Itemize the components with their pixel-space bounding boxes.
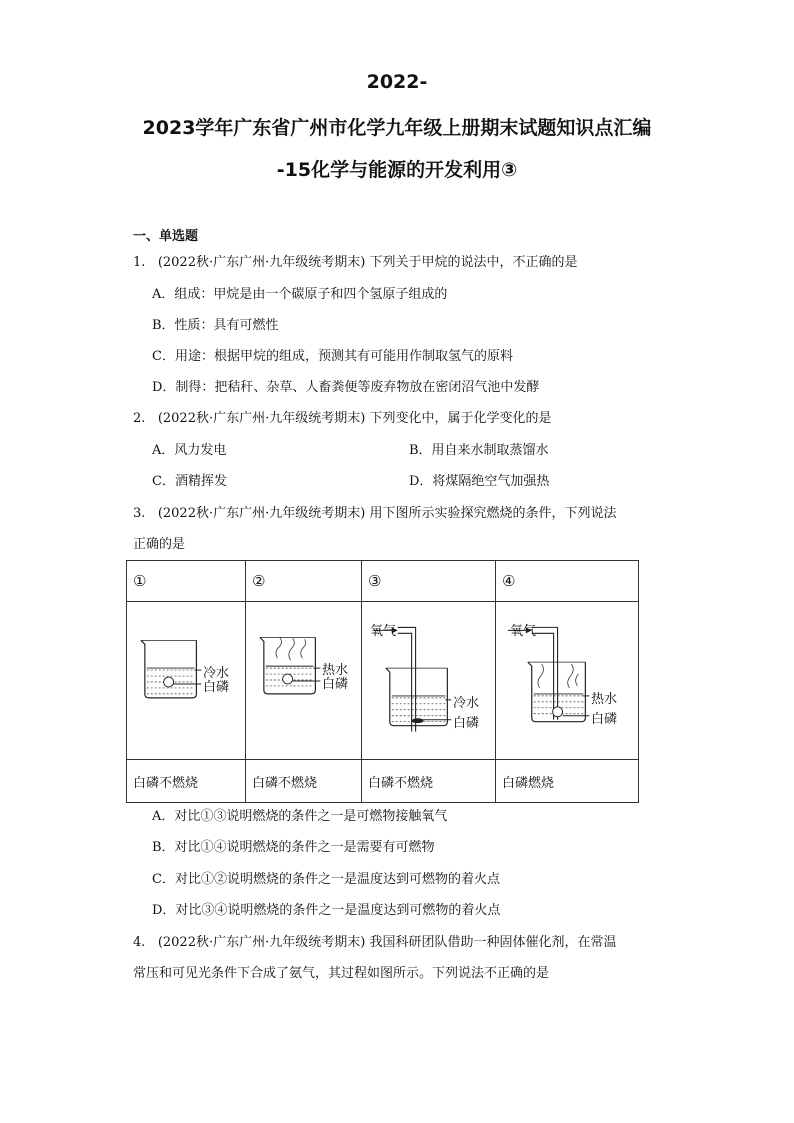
doc-title-line1: 2022- (366, 71, 428, 93)
label-white-phosphorus: 白磷 (453, 716, 480, 731)
q2-option-c: C．酒精挥发 (152, 474, 227, 489)
q1-option-a: A．组成：甲烷是由一个碳原子和四个氢原子组成的 (152, 287, 448, 302)
doc-title-line2: 2023学年广东省广州市化学九年级上册期末试题知识点汇编 (142, 117, 652, 139)
label-hot-water: 热水 (322, 663, 349, 678)
question-stem: 我国科研团队借助一种固体催化剂，在常温 (369, 935, 617, 950)
experiment-figure-3 (362, 602, 496, 760)
q3-option-b: B．对比①④说明燃烧的条件之一是需要有可燃物 (152, 840, 435, 855)
table-header-2: ② (246, 561, 362, 602)
label-hot-water: 热水 (591, 692, 618, 707)
q3-option-c: C．对比①②说明燃烧的条件之一是温度达到可燃物的着火点 (152, 872, 500, 887)
label-cold-water: 冷水 (453, 696, 480, 711)
question-number: 2. (133, 411, 146, 426)
question-source: (2022秋·广东广州·九年级统考期末) (157, 255, 366, 270)
question-4 (133, 934, 616, 952)
experiment-table (126, 560, 639, 803)
label-oxygen: 氧气 (510, 624, 537, 639)
question-stem: 下列变化中，属于化学变化的是 (369, 411, 552, 426)
q1-option-c: C．用途：根据甲烷的组成，预测其有可能用作制取氢气的原料 (152, 349, 513, 364)
question-3-stem-cont: 正确的是 (133, 537, 186, 552)
section-heading: 一、单选题 (133, 229, 199, 244)
question-2 (133, 410, 551, 428)
q3-option-d: D．对比③④说明燃烧的条件之一是温度达到可燃物的着火点 (152, 903, 501, 918)
table-result-3: 白磷不燃烧 (362, 760, 496, 803)
question-1 (133, 254, 577, 272)
q1-option-b: B．性质：具有可燃性 (152, 318, 279, 333)
experiment-figure-2 (246, 602, 362, 760)
label-white-phosphorus: 白磷 (591, 712, 618, 727)
question-number: 3. (133, 506, 146, 521)
label-cold-water: 冷水 (203, 666, 230, 681)
doc-title-line3: -15化学与能源的开发利用③ (276, 159, 518, 181)
q1-option-d: D．制得：把秸秆、杂草、人畜粪便等废弃物放在密闭沼气池中发酵 (152, 380, 540, 395)
question-number: 1. (133, 255, 146, 270)
label-oxygen: 氧气 (370, 624, 397, 639)
label-white-phosphorus: 白磷 (203, 680, 230, 695)
table-header-1: ① (127, 561, 246, 602)
table-header-4: ④ (496, 561, 639, 602)
question-3 (133, 505, 616, 523)
question-stem: 用下图所示实验探究燃烧的条件，下列说法 (369, 506, 617, 521)
question-source: (2022秋·广东广州·九年级统考期末) (157, 935, 366, 950)
q2-option-a: A．风力发电 (152, 443, 227, 458)
table-result-4: 白磷燃烧 (496, 760, 639, 803)
experiment-figure-1 (127, 602, 246, 760)
question-source: (2022秋·广东广州·九年级统考期末) (157, 506, 366, 521)
q2-option-b: B．用自来水制取蒸馏水 (409, 443, 549, 458)
q2-option-d: D．将煤隔绝空气加强热 (409, 474, 550, 489)
experiment-figure-4 (496, 602, 639, 760)
table-result-2: 白磷不燃烧 (246, 760, 362, 803)
question-4-stem-cont: 常压和可见光条件下合成了氨气，其过程如图所示。下列说法不正确的是 (133, 966, 550, 981)
table-header-3: ③ (362, 561, 496, 602)
question-stem: 下列关于甲烷的说法中，不正确的是 (369, 255, 578, 270)
question-number: 4. (133, 935, 146, 950)
table-result-1: 白磷不燃烧 (127, 760, 246, 803)
q3-option-a: A．对比①③说明燃烧的条件之一是可燃物接触氧气 (152, 809, 448, 824)
question-source: (2022秋·广东广州·九年级统考期末) (157, 411, 366, 426)
label-white-phosphorus: 白磷 (322, 677, 349, 692)
